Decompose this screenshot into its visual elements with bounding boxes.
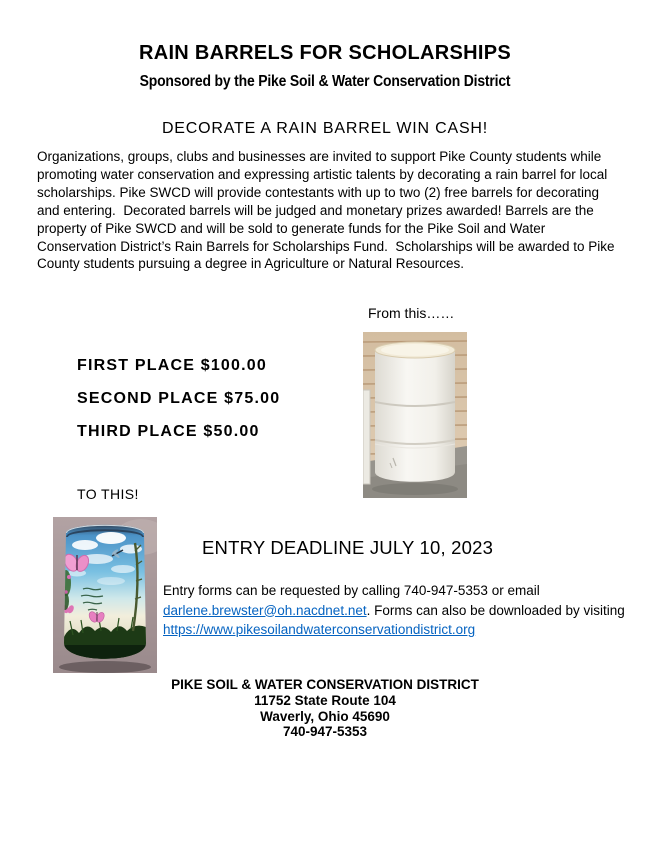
email-link[interactable]: darlene.brewster@oh.nacdnet.net	[163, 602, 367, 618]
page-title: RAIN BARRELS FOR SCHOLARSHIPS	[138, 42, 512, 64]
painted-barrel	[60, 525, 146, 669]
white-barrel	[372, 342, 458, 495]
footer-block	[0, 677, 650, 740]
page-subtitle: Sponsored by the Pike Soil & Water Conservation District	[139, 73, 511, 90]
entry-deadline: ENTRY DEADLINE JULY 10, 2023	[202, 537, 494, 558]
entry-info-line1: Entry forms can be requested by calling 740-947-5353 or email	[163, 583, 540, 598]
decorated-barrel-photo	[53, 517, 157, 673]
to-this-label: TO THIS!	[77, 486, 139, 502]
plain-barrel-photo	[363, 332, 467, 498]
decorated-barrel-illustration	[53, 517, 157, 673]
from-this-label: From this……	[368, 305, 455, 321]
prize-list	[77, 356, 280, 456]
prize-second: SECOND PLACE $75.00	[77, 390, 281, 408]
footer-address-line1: 11752 State Route 104	[254, 692, 396, 708]
plain-barrel-illustration	[363, 332, 467, 498]
tagline: DECORATE A RAIN BARREL WIN CASH!	[161, 120, 489, 137]
neighbor-barrel-sliver	[363, 390, 370, 484]
entry-info-line2: . Forms can also be downloaded by visiting	[366, 602, 625, 618]
subtitle-wrap	[0, 73, 650, 92]
footer-address-line2: Waverly, Ohio 45690	[260, 708, 390, 724]
intro-paragraph: Organizations, groups, clubs and businesses are invited to support Pike County students while promoting water conservation and expressing artistic talents by decorating a rain barrel for local scholarships. Pike SWCD will provide contestants with up to two (2) free barrels for decorating and entering. Decorated barrels will be judged and monetary prizes awarded! Barrels are the property of Pike SWCD and will be sold to generate funds for the Pike Soil and Water Conservation District’s Rain Barrels for Scholarships Fund. Scholarships will be awarded to Pike County students pursuing a degree in Agriculture or Natural Resources.	[37, 149, 619, 272]
prize-third: THIRD PLACE $50.00	[77, 423, 260, 441]
prize-first: FIRST PLACE $100.00	[77, 357, 267, 374]
footer-phone: 740-947-5353	[282, 724, 368, 740]
website-link[interactable]: https://www.pikesoilandwaterconservationdistrict.org	[163, 622, 476, 637]
footer-org-name: PIKE SOIL & WATER CONSERVATION DISTRICT	[171, 677, 479, 692]
entry-info-paragraph	[163, 581, 633, 640]
